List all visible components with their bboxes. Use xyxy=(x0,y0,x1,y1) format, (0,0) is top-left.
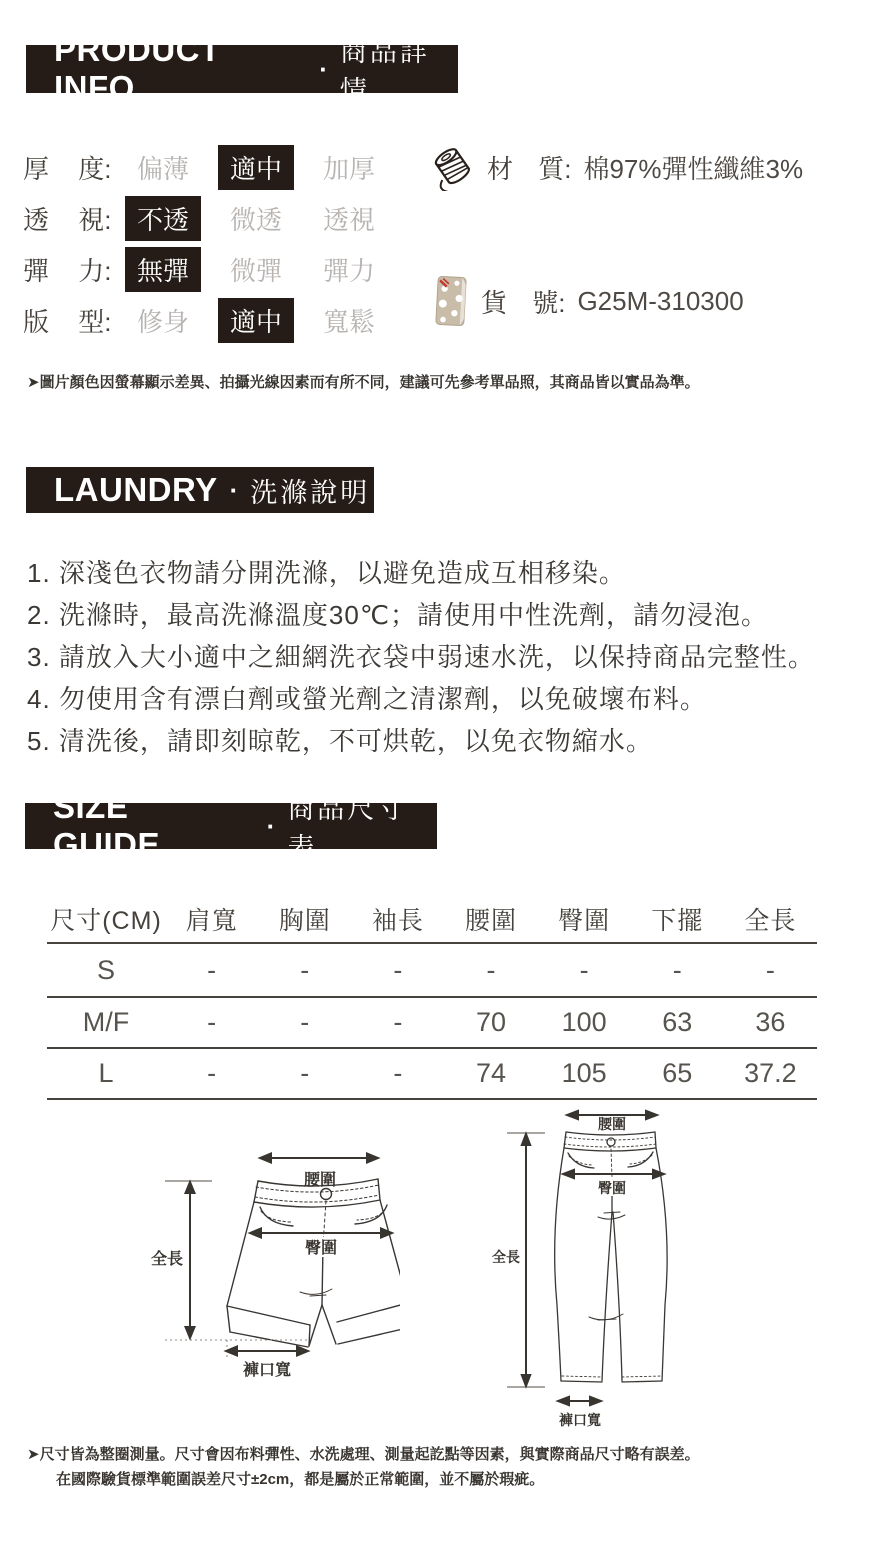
waist-label: 腰圍 xyxy=(303,1172,337,1189)
attribute-option: 加厚 xyxy=(322,154,375,184)
attribute-list xyxy=(23,142,404,346)
value-cell: - xyxy=(724,943,817,997)
size-cell: M/F xyxy=(47,997,165,1048)
title-separator-dot: · xyxy=(229,474,239,505)
attribute-option: 彈力 xyxy=(322,256,375,286)
measurement-note-line2: 在國際驗貨標準範圍誤差尺寸±2cm，都是屬於正常範圍，並不屬於瑕疵。 xyxy=(56,1471,545,1488)
attribute-row-thickness xyxy=(23,142,404,193)
value-cell: 70 xyxy=(444,997,537,1048)
laundry-instruction: 4. 勿使用含有漂白劑或螢光劑之清潔劑，以免破壞布料。 xyxy=(27,684,707,714)
laundry-instruction: 3. 請放入大小適中之細網洗衣袋中弱速水洗，以保持商品完整性。 xyxy=(27,642,815,672)
size-cell: S xyxy=(47,943,165,997)
attribute-row-sheerness xyxy=(23,193,404,244)
waist-label: 腰圍 xyxy=(598,1116,626,1132)
value-cell: - xyxy=(351,997,444,1048)
length-label: 全長 xyxy=(150,1251,184,1268)
size-guide-header xyxy=(25,788,437,863)
leg-opening-label: 褲口寬 xyxy=(242,1362,292,1379)
value-cell: - xyxy=(258,943,351,997)
size-table-header-row xyxy=(47,895,817,943)
laundry-instruction: 5. 清洗後，請即刻晾乾，不可烘乾，以免衣物縮水。 xyxy=(27,726,653,756)
laundry-title-zh: 洗滌說明 xyxy=(250,477,371,508)
attribute-option: 透視 xyxy=(322,205,375,235)
color-disclaimer-note: ➤圖片顏色因螢幕顯示差異、拍攝光線因素而有所不同，建議可先參考單品照，其商品皆以實品為準。 xyxy=(27,374,700,391)
size-table-row xyxy=(47,943,817,997)
item-number-label: 貨 號: xyxy=(481,287,566,318)
item-number-row xyxy=(431,274,744,328)
size-table-row xyxy=(47,997,817,1048)
hip-label: 臀圍 xyxy=(598,1180,626,1196)
attribute-option-selected: 不透 xyxy=(125,196,201,241)
size-table-header: 胸圍 xyxy=(258,895,351,943)
value-cell: - xyxy=(538,943,631,997)
attribute-option: 寬鬆 xyxy=(322,307,375,337)
pants-diagram xyxy=(490,1105,675,1435)
material-row xyxy=(427,143,803,191)
attribute-label: 透 視: xyxy=(23,205,112,235)
attribute-option: 微彈 xyxy=(229,256,282,286)
size-table-header: 尺寸(CM) xyxy=(47,895,165,943)
laundry-title-en: LAUNDRY xyxy=(54,471,218,508)
product-info-title-zh: 商品詳情 xyxy=(339,37,430,106)
laundry-instruction-list xyxy=(27,552,815,762)
size-table-header: 腰圍 xyxy=(444,895,537,943)
attribute-label: 厚 度: xyxy=(23,154,112,184)
shorts-diagram xyxy=(150,1145,400,1385)
length-label: 全長 xyxy=(492,1249,520,1265)
leg-opening-label: 褲口寬 xyxy=(559,1412,601,1428)
size-table-header: 臀圍 xyxy=(538,895,631,943)
measurement-note-line1: ➤尺寸皆為整圈測量。尺寸會因布料彈性、水洗處理、測量起訖點等因素，與實際商品尺寸略有誤差。 xyxy=(27,1446,700,1463)
laundry-instruction: 1. 深淺色衣物請分開洗滌，以避免造成互相移染。 xyxy=(27,558,626,588)
size-table-header: 肩寬 xyxy=(165,895,258,943)
value-cell: 37.2 xyxy=(724,1048,817,1099)
attribute-option: 修身 xyxy=(136,307,189,337)
thread-spool-icon xyxy=(427,143,479,191)
value-cell: - xyxy=(444,943,537,997)
value-cell: - xyxy=(351,1048,444,1099)
title-separator-dot: · xyxy=(266,810,276,841)
attribute-row-fit xyxy=(23,295,404,346)
laundry-instruction: 2. 洗滌時，最高洗滌溫度30℃；請使用中性洗劑，請勿浸泡。 xyxy=(27,600,769,630)
attribute-option-selected: 適中 xyxy=(218,145,294,190)
material-label: 材 質: xyxy=(487,153,572,184)
attribute-label: 版 型: xyxy=(23,307,112,337)
value-cell: - xyxy=(258,1048,351,1099)
laundry-header xyxy=(26,467,374,513)
value-cell: 105 xyxy=(538,1048,631,1099)
value-cell: - xyxy=(165,1048,258,1099)
hip-label: 臀圍 xyxy=(304,1240,338,1257)
material-value: 棉97%彈性纖維3% xyxy=(583,153,804,184)
value-cell: 65 xyxy=(631,1048,724,1099)
value-cell: 63 xyxy=(631,997,724,1048)
attribute-label: 彈 力: xyxy=(23,256,112,286)
value-cell: - xyxy=(165,997,258,1048)
size-table-header: 袖長 xyxy=(351,895,444,943)
attribute-option: 微透 xyxy=(229,205,282,235)
attribute-option: 偏薄 xyxy=(136,154,189,184)
value-cell: 36 xyxy=(724,997,817,1048)
value-cell: - xyxy=(258,997,351,1048)
hang-tag-icon xyxy=(431,274,473,328)
attribute-row-stretch xyxy=(23,244,404,295)
product-info-title-en: PRODUCT INFO xyxy=(54,31,221,106)
size-table xyxy=(47,895,817,1100)
size-guide-title-en: SIZE GUIDE xyxy=(53,788,161,863)
size-cell: L xyxy=(47,1048,165,1099)
value-cell: 74 xyxy=(444,1048,537,1099)
size-table-header: 全長 xyxy=(724,895,817,943)
attribute-option-selected: 無彈 xyxy=(125,247,201,292)
size-table-row xyxy=(47,1048,817,1099)
value-cell: 100 xyxy=(538,997,631,1048)
product-info-header xyxy=(26,31,458,106)
attribute-option-selected: 適中 xyxy=(218,298,294,343)
item-number-value: G25M-310300 xyxy=(577,285,744,316)
value-cell: - xyxy=(165,943,258,997)
title-separator-dot: · xyxy=(319,53,328,84)
value-cell: - xyxy=(351,943,444,997)
size-guide-title-zh: 商品尺寸表 xyxy=(287,794,408,863)
value-cell: - xyxy=(631,943,724,997)
size-table-header: 下擺 xyxy=(631,895,724,943)
